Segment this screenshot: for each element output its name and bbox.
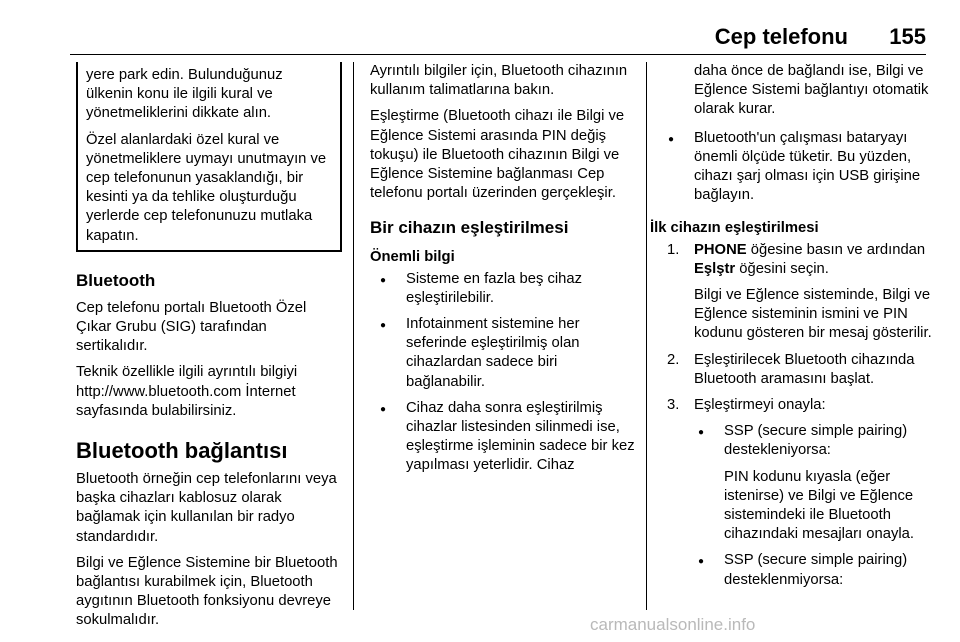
- bluetooth-heading: Bluetooth: [76, 270, 156, 290]
- warning-text-2: Özel alanlardaki özel kural ve yönetmeliklere uymayı unutmayın ve cep telefonunun yasaklandığı, bir kesinti ya da tehlike oluşturduğu yerlerde cep telefonunuzu mutlaka kapatın.: [86, 131, 327, 244]
- step-number: 2.: [667, 351, 680, 368]
- page-title: Cep telefonu: [714, 24, 848, 49]
- column-divider-2: [646, 62, 647, 610]
- step-3: [667, 396, 936, 415]
- step-number: 1.: [667, 241, 680, 258]
- step-text: Eşleştirilecek Bluetooth cihazında Bluetooth aramasını başlat.: [694, 351, 915, 387]
- page-header: [660, 24, 926, 52]
- connection-paragraph-1: Bluetooth örneğin cep telefonlarını veya başka cihazları kablosuz olarak bağlamak için kullanılan bir radyo standardıdır.: [76, 471, 337, 545]
- step-text: öğesini seçin.: [735, 260, 829, 277]
- header-rule: [70, 54, 926, 55]
- sub-bullet-item: ● SSP (secure simple pairing) desteklenmiyorsa:: [666, 551, 936, 589]
- pairing-paragraph: Eşleştirme (Bluetooth cihazı ile Bilgi ve Eğlence Sistemi arasında PIN değiş tokuşu) ile Bluetooth cihazının Bilgi ve Eğlence Sistemine bağlanması Cep telefonu portalı üzerinden gerçekleşir.: [370, 108, 625, 202]
- first-pair-heading: İlk cihazın eşleştirilmesi: [650, 220, 819, 237]
- connection-paragraph-2: Bilgi ve Eğlence Sistemine bir Bluetooth bağlantısı kurabilmek için, Bluetooth aygıtının Bluetooth fonksiyonu devreye sokulmalıdır.: [76, 554, 338, 629]
- warning-box: [76, 62, 342, 252]
- step-1-note: Bilgi ve Eğlence sisteminde, Bilgi ve Eğlence sisteminin ismini ve PIN kodunu gösteren bir mesaj gösterilir.: [694, 287, 932, 342]
- continued-paragraph: daha önce de bağlandı ise, Bilgi ve Eğlence Sistemi bağlantıyı otomatik olarak kurar.: [694, 63, 929, 118]
- step-text: Eşleştirmeyi onayla:: [694, 397, 826, 414]
- pair-key-label: Eşlştr: [694, 260, 736, 277]
- bluetooth-paragraph-1: Cep telefonu portalı Bluetooth Özel Çıkar Grubu (SIG) tarafından sertikalıdır.: [76, 299, 307, 355]
- bullet-item: ● Cihaz daha sonra eşleştirilmiş cihazlar listesinden silinmedi ise, eşleştirme işleminin sadece bir kez yapılması yeterlidir. Cihaz: [380, 399, 638, 476]
- sub-bullet-item: ● SSP (secure simple pairing) destekleniyorsa:: [666, 422, 936, 460]
- step-number: 3.: [667, 397, 680, 414]
- connection-heading: Bluetooth bağlantısı: [76, 438, 288, 464]
- important-info-heading: Önemli bilgi: [370, 249, 455, 266]
- watermark-text: carmanualsonline.info: [590, 615, 756, 634]
- phone-key-label: PHONE: [694, 241, 747, 258]
- column-1-body: [64, 270, 342, 631]
- pair-device-heading: Bir cihazın eşleştirilmesi: [370, 218, 569, 238]
- bullet-item: ● Sisteme en fazla beş cihaz eşleştirilebilir.: [380, 270, 638, 308]
- details-paragraph: Ayrıntılı bilgiler için, Bluetooth cihazının kullanım talimatlarına bakın.: [370, 63, 628, 99]
- column-3: [650, 62, 936, 597]
- bullet-item: ● Infotainment sistemine her seferinde eşleştirilmiş olan cihazlardan sadece biri bağlanabilir.: [380, 315, 638, 392]
- step-2: [667, 351, 936, 389]
- bluetooth-paragraph-2: Teknik özellikle ilgili ayrıntılı bilgiyi http://www.bluetooth.com İnternet sayfasında bulabilirsiniz.: [76, 364, 298, 419]
- column-2: [370, 62, 638, 483]
- column-divider-1: [353, 62, 354, 610]
- sub-bullet-note: PIN kodunu kıyasla (eğer istenirse) ve Bilgi ve Eğlence sistemindeki ile Bluetooth cihazındaki mesajları onayla.: [724, 468, 914, 543]
- battery-bullet: ● Bluetooth'un çalışması bataryayı önemli ölçüde tüketir. Bu yüzden, cihazı şarj olması için USB girişine bağlayın.: [668, 129, 936, 206]
- page-number: 155: [889, 24, 926, 49]
- step-1: [667, 241, 936, 279]
- column-1: [64, 62, 342, 638]
- warning-text-1: yere park edin. Bulunduğunuz ülkenin konu ile ilgili kural ve yönetmeliklerini dikkate alın.: [86, 67, 283, 122]
- step-text: öğesine basın ve ardından: [746, 241, 926, 258]
